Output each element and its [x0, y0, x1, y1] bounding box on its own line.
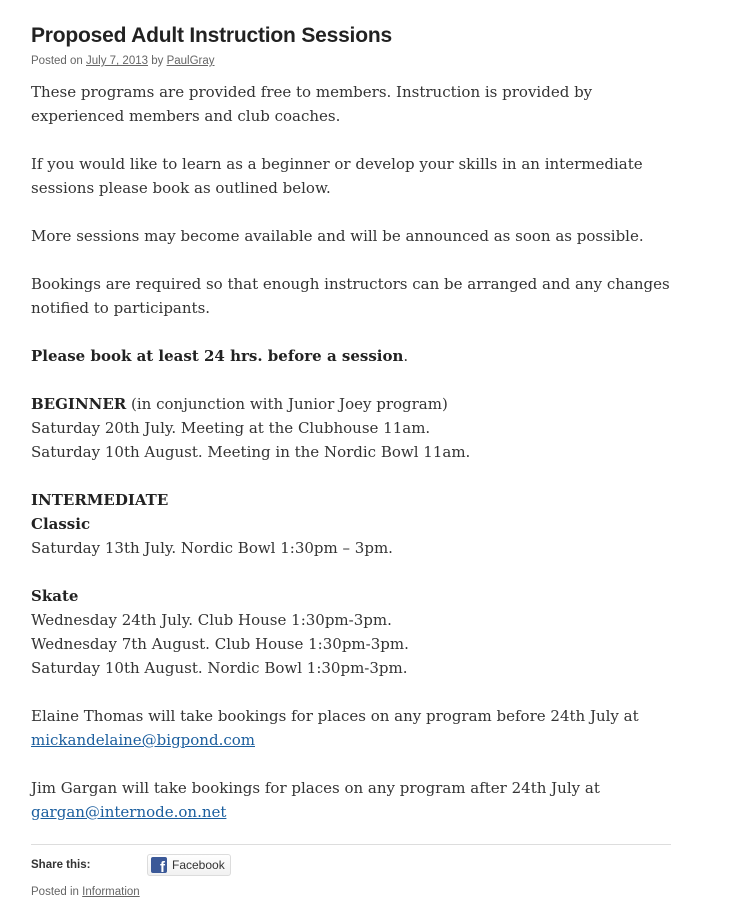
facebook-icon: f: [151, 857, 167, 873]
post-content: [31, 80, 671, 824]
contact-before-text: Elaine Thomas will take bookings for places on any program before 24th July at: [31, 707, 639, 725]
contact-after-text: Jim Gargan will take bookings for places on any program after 24th July at: [31, 779, 600, 797]
skate-session: Wednesday 24th July. Club House 1:30pm-3pm.: [31, 611, 392, 629]
skate-session: Saturday 10th August. Nordic Bowl 1:30pm-3pm.: [31, 659, 408, 677]
beginner-session: Saturday 10th August. Meeting in the Nordic Bowl 11am.: [31, 443, 471, 461]
share-divider: [31, 844, 671, 845]
more-sessions-paragraph: More sessions may become available and will be announced as soon as possible.: [31, 227, 644, 245]
intermediate-skate-section: [31, 584, 671, 680]
post-footer-meta: [31, 886, 714, 898]
facebook-share-label: Facebook: [172, 858, 225, 872]
contact-before-paragraph: [31, 704, 671, 752]
beginner-heading-line: [31, 392, 671, 416]
author-link[interactable]: PaulGray: [166, 55, 215, 67]
contact-after-paragraph: [31, 776, 671, 824]
classic-heading: Classic: [31, 515, 91, 533]
by-label: by: [151, 55, 164, 67]
beginner-session: Saturday 20th July. Meeting at the Clubhouse 11am.: [31, 419, 431, 437]
intro-paragraph: These programs are provided free to members. Instruction is provided by experienced members and club coaches.: [31, 83, 593, 125]
jim-email-link[interactable]: gargan@internode.on.net: [31, 803, 227, 821]
classic-session: Saturday 13th July. Nordic Bowl 1:30pm – 3pm.: [31, 539, 393, 557]
skate-session: Wednesday 7th August. Club House 1:30pm-3pm.: [31, 635, 409, 653]
beginner-heading: BEGINNER: [31, 395, 127, 413]
elaine-email-link[interactable]: mickandelaine@bigpond.com: [31, 731, 255, 749]
category-link[interactable]: Information: [82, 886, 140, 898]
beginner-note: (in conjunction with Junior Joey program): [126, 395, 448, 413]
post-date-link[interactable]: July 7, 2013: [86, 55, 149, 67]
intermediate-heading: INTERMEDIATE: [31, 491, 169, 509]
booking-notice-end: .: [403, 347, 409, 365]
booking-intro-paragraph: If you would like to learn as a beginner or develop your skills in an intermediate sessions please book as outlined below.: [31, 155, 643, 197]
intermediate-classic-section: [31, 488, 671, 560]
posted-on-label: Posted on: [31, 55, 83, 67]
post-meta: [31, 54, 714, 68]
page-title: Proposed Adult Instruction Sessions: [31, 24, 392, 47]
bookings-required-paragraph: Bookings are required so that enough instructors can be arranged and any changes notified to participants.: [31, 275, 670, 317]
skate-heading: Skate: [31, 587, 79, 605]
posted-in-label: Posted in: [31, 886, 79, 898]
booking-notice: [31, 344, 671, 368]
share-label: Share this:: [31, 859, 91, 871]
facebook-share-button[interactable]: [147, 854, 231, 876]
beginner-section: [31, 392, 671, 464]
share-bar: [31, 854, 714, 876]
booking-notice-bold: Please book at least 24 hrs. before a session: [31, 347, 404, 365]
